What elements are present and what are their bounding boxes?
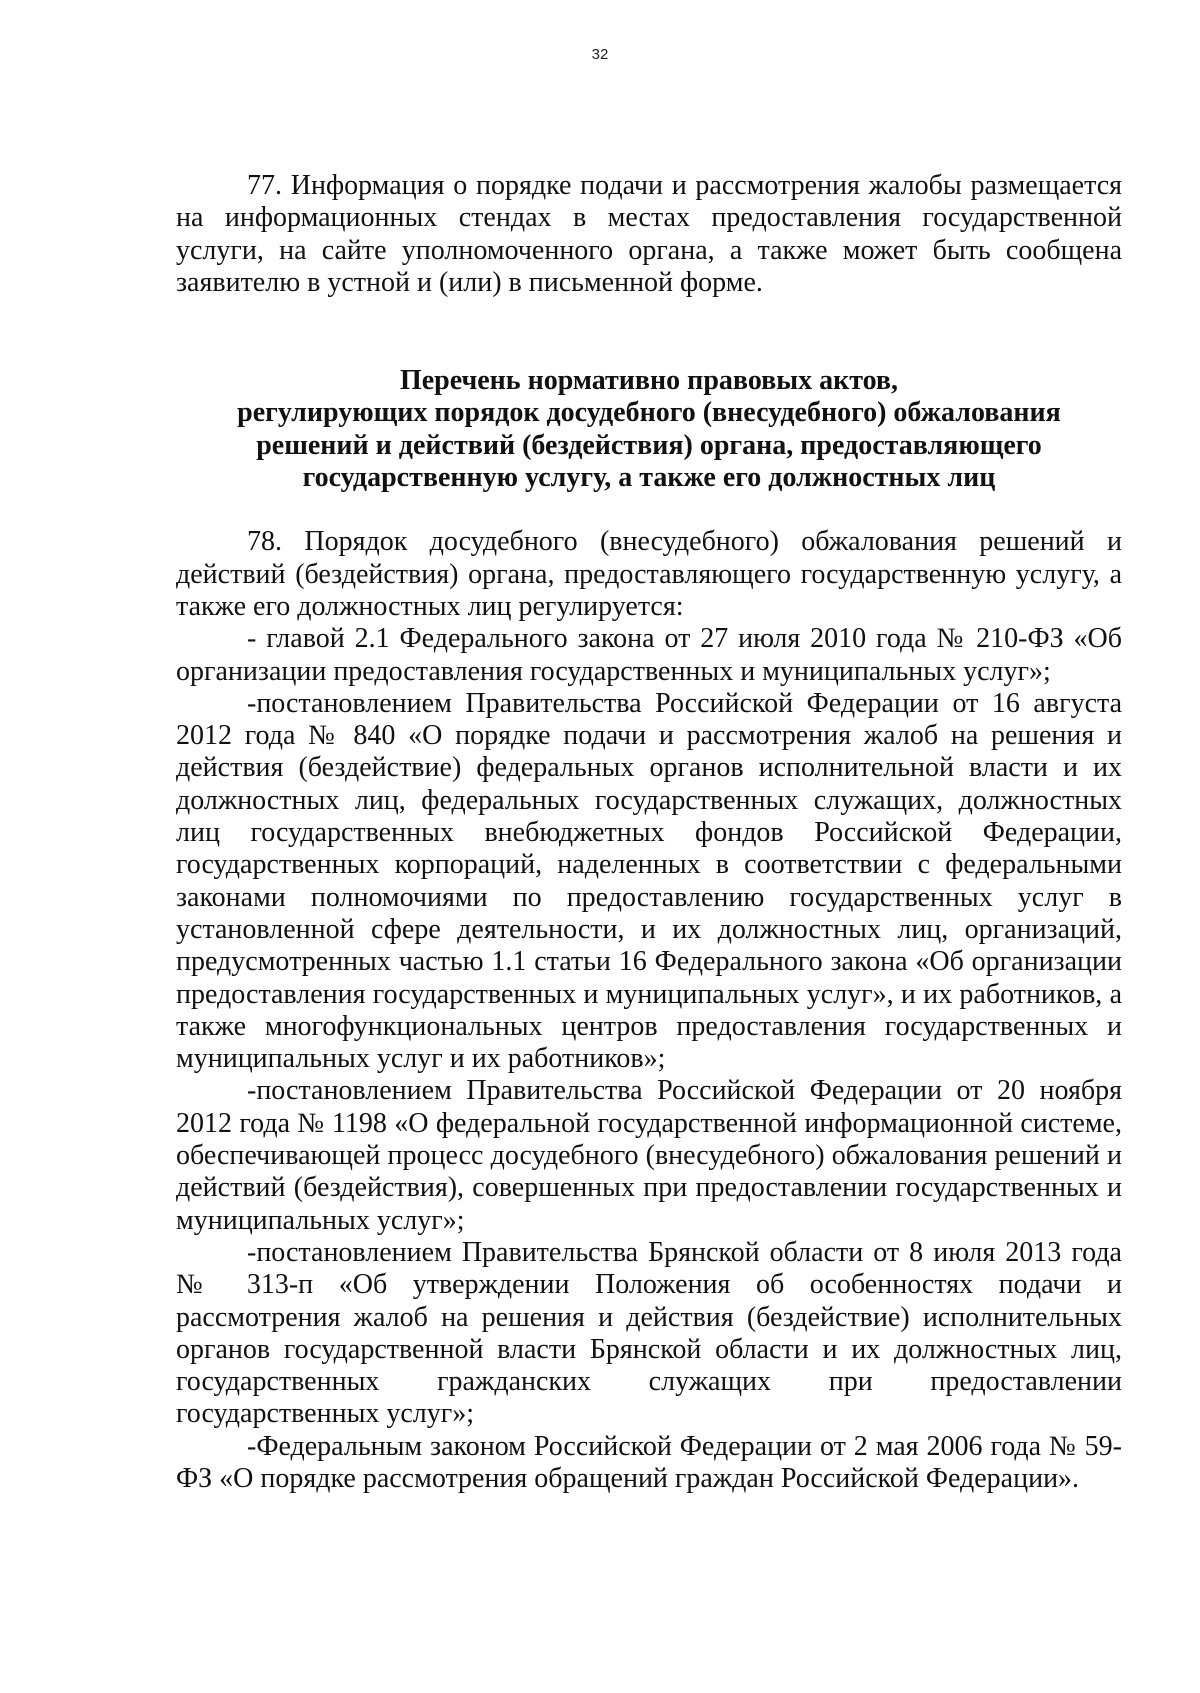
list-item: -постановлением Правительства Российской Федерации от 16 августа 2012 года № 840 «О порядке подачи и рассмотрения жалоб на решения и действия (бездействие) федеральных органов исполнительной власти и их должностных лиц, федеральных государственных служащих, должностных лиц государственных внебюджетных фондов Российской Федерации, государственных корпораций, наделенных в соответствии с федеральными законами полномочиями по предоставлению государственных услуг в установленной сфере деятельности, и их должностных лиц, организаций, предусмотренных частью 1.1 статьи 16 Федерального закона «Об организации предоставления государственных и муниципальных услуг», и их работников, а также многофункциональных центров предоставления государственных и муниципальных услуг и их работников»; xyxy=(176,687,1122,1075)
heading-line-3: решений и действий (бездействия) органа, предоставляющего xyxy=(256,429,1042,461)
list-item: -Федеральным законом Российской Федерации от 2 мая 2006 года № 59-ФЗ «О порядке рассмотрения обращений граждан Российской Федерации». xyxy=(176,1430,1122,1494)
section-heading xyxy=(176,365,1122,494)
paragraph-77: 77. Информация о порядке подачи и рассмотрения жалобы размещается на информационных стендах в местах предоставления государственной услуги, на сайте уполномоченного органа, а также может быть сообщена заявителю в устной и (или) в письменной форме. xyxy=(176,170,1122,298)
document-body xyxy=(176,170,1122,1495)
list-item: -постановлением Правительства Брянской области от 8 июля 2013 года № 313-п «Об утверждении Положения об особенностях подачи и рассмотрения жалоб на решения и действия (бездействие) исполнительных органов государственной власти Брянской области и их должностных лиц, государственных гражданских служащих при предоставлении государственных услуг»; xyxy=(176,1236,1122,1430)
heading-line-1: Перечень нормативно правовых актов, xyxy=(399,365,899,397)
list-item: - главой 2.1 Федерального закона от 27 июля 2010 года № 210-ФЗ «Об организации предоставления государственных и муниципальных услуг»; xyxy=(176,623,1122,687)
heading-line-2: регулирующих порядок досудебного (внесудебного) обжалования xyxy=(237,397,1061,429)
heading-line-4: государственную услугу, а также его должностных лиц xyxy=(302,462,996,494)
paragraph-78: 78. Порядок досудебного (внесудебного) обжалования решений и действий (бездействия) органа, предоставляющего государственную услугу, а также его должностных лиц регулируется: xyxy=(176,526,1122,622)
list-item: -постановлением Правительства Российской Федерации от 20 ноября 2012 года № 1198 «О федеральной государственной информационной системе, обеспечивающей процесс досудебного (внесудебного) обжалования решений и действий (бездействия), совершенных при предоставлении государственных и муниципальных услуг»; xyxy=(176,1075,1122,1236)
page-number: 32 xyxy=(591,46,609,63)
